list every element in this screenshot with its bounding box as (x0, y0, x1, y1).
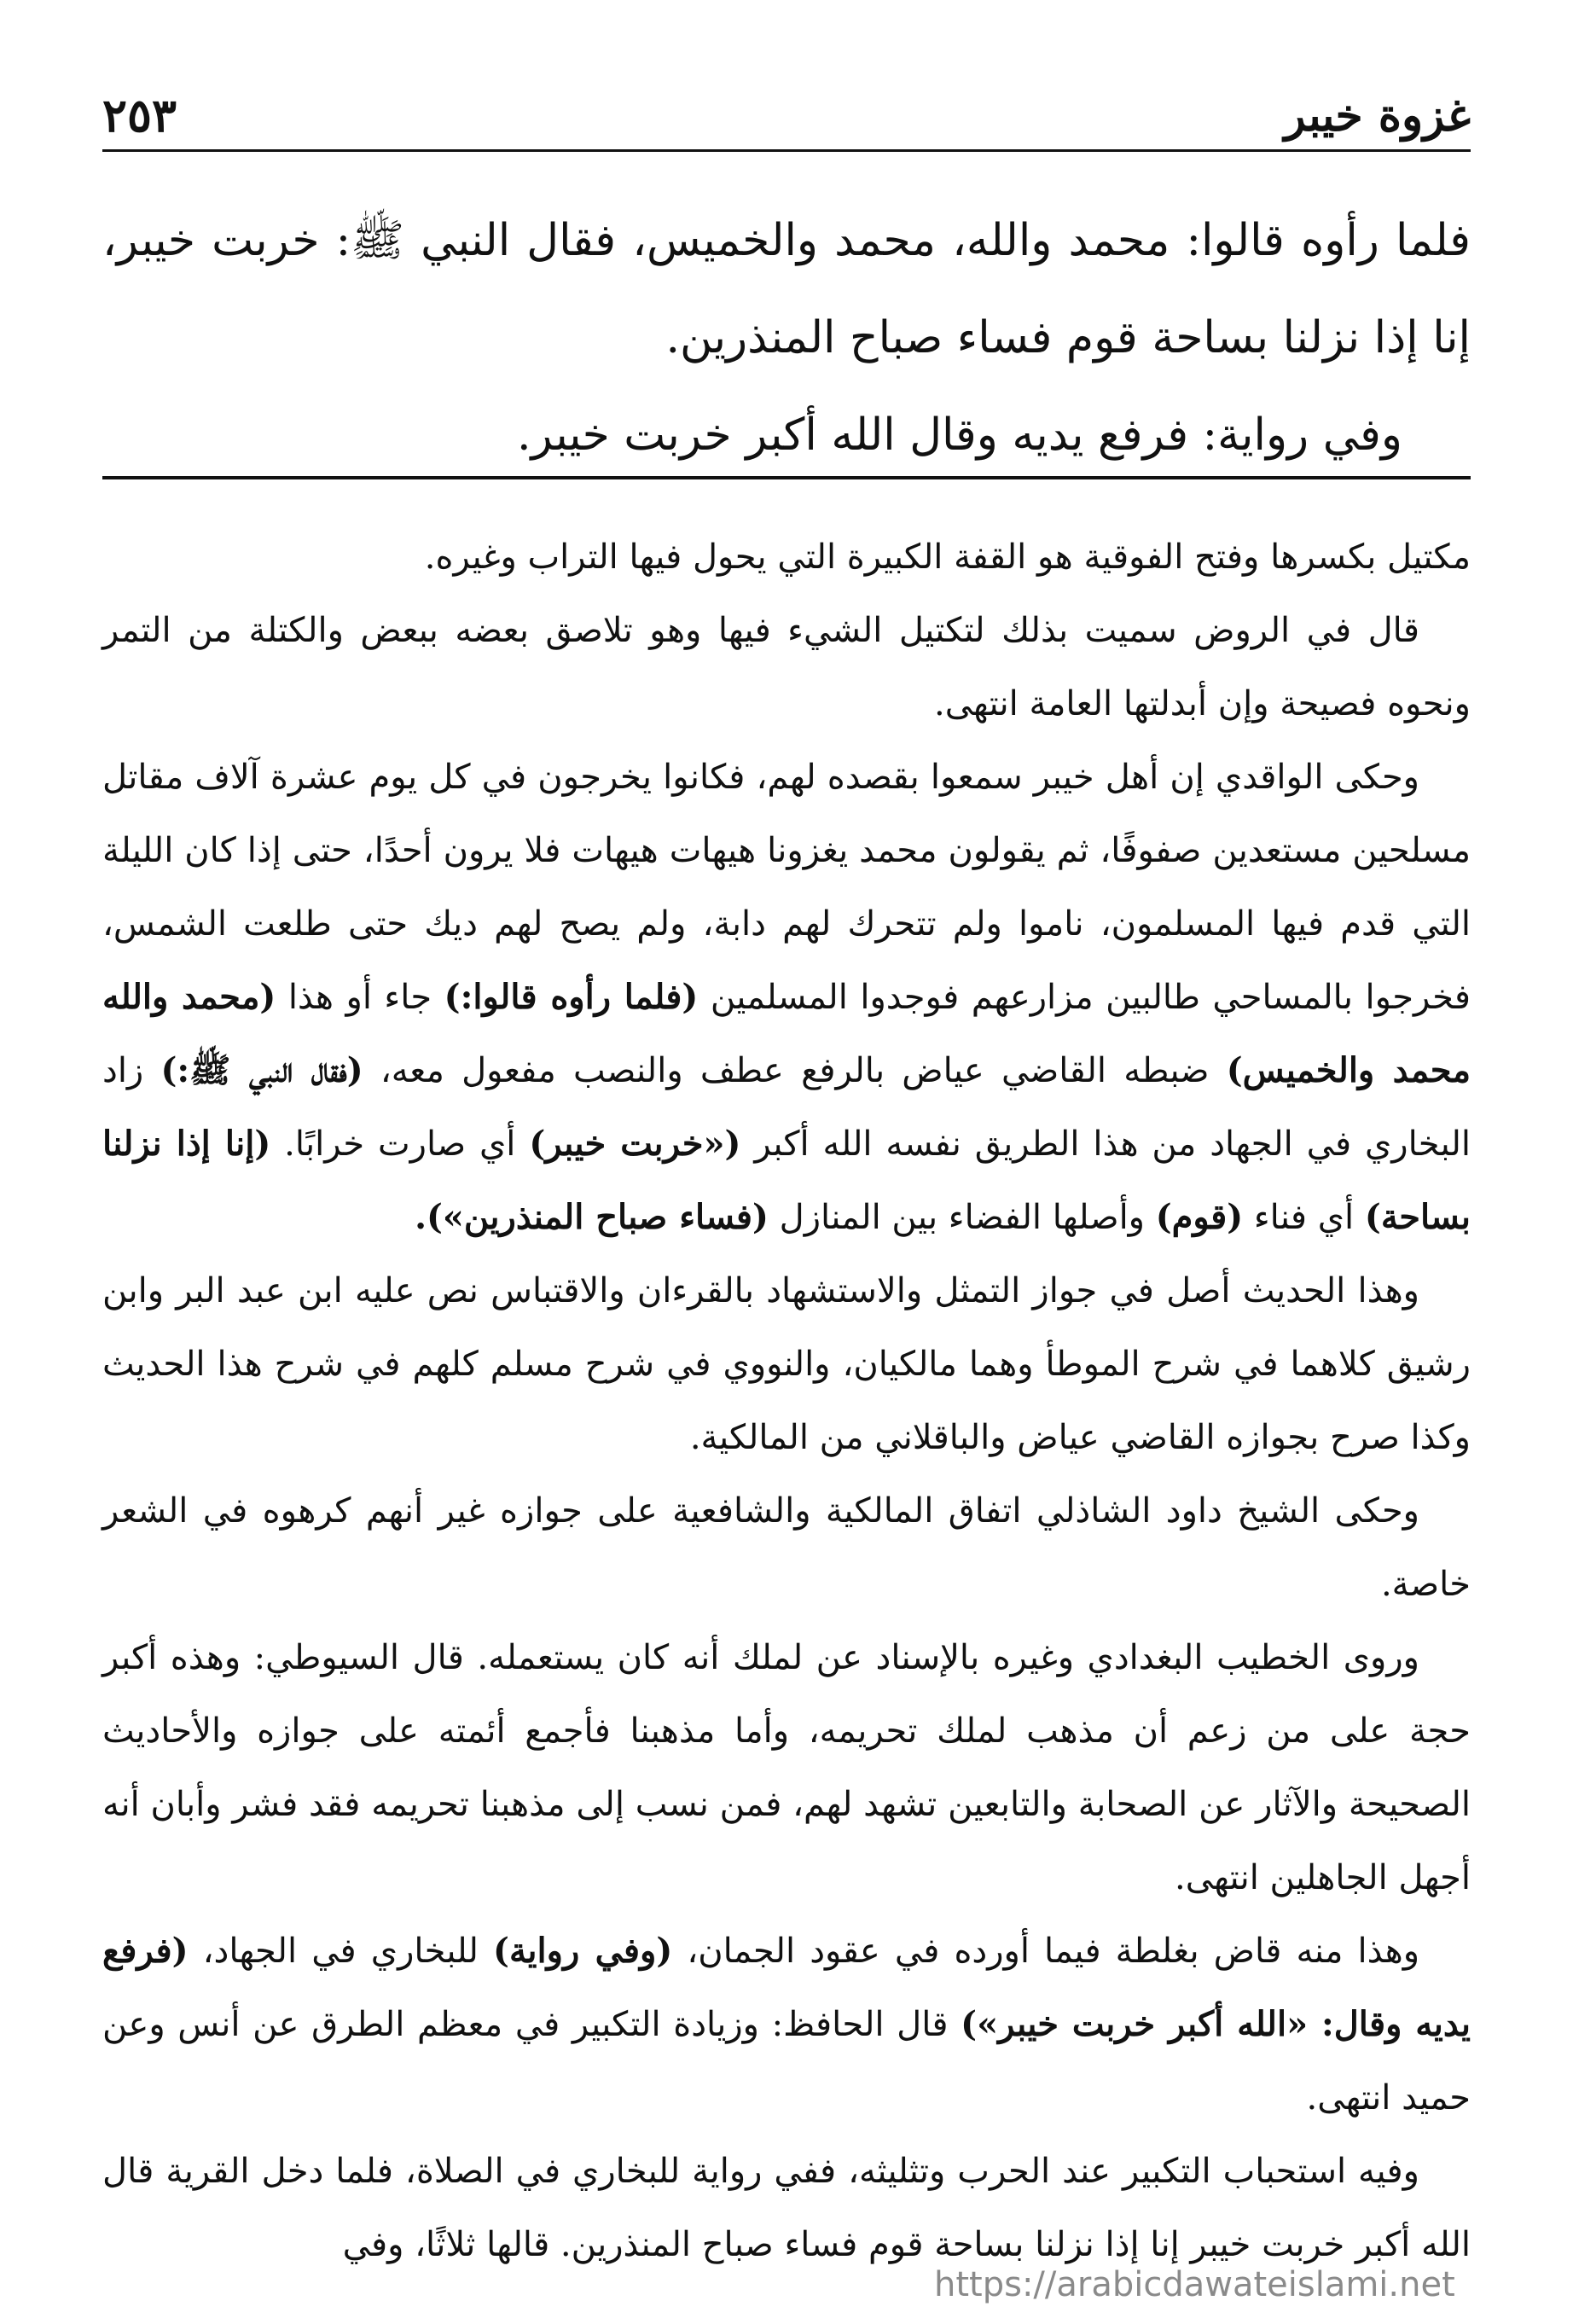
commentary-paragraph (102, 741, 1471, 1254)
quoted-hadith-phrase: (فساء صباح المنذرين»). (415, 1197, 769, 1237)
page-header (102, 81, 1471, 152)
commentary-text-run: وحكى الواقدي إن أهل خيبر سمعوا بقصده لهم، فكانوا يخرجون في كل يوم عشرة آلاف مقاتل مسلحين مستعدين صفوفًا، ثم يقولون محمد يغزونا هيهات هيهات فلا يرون أحدًا، حتى إذا كان الليلة التي قدم فيها المسلمون، ناموا ولم تتحرك لهم دابة، ولم يصح لهم ديك حتى طلعت الشمس، فخرجوا بالمساحي طالبين مزارعهم فوجدوا المسلمين (102, 758, 1471, 1017)
commentary-text-run: جاء أو هذا (287, 978, 432, 1017)
quoted-hadith-phrase: (قوم) (1155, 1197, 1244, 1237)
running-title: غزوة خيبر (1284, 89, 1471, 142)
commentary-text-run: ضبطه القاضي عياض بالرفع عطف والنصب مفعول معه، (380, 1051, 1210, 1090)
hadith-text (102, 192, 1471, 484)
quoted-hadith-phrase: («خربت خيبر) (529, 1124, 741, 1164)
hadith-line: فلما رأوه قالوا: محمد والله، محمد والخميس، فقال النبي ﷺ: خربت خيبر، إنا إذا نزلنا بساحة قوم فساء صباح المنذرين. (102, 215, 1471, 363)
quoted-hadith-phrase: (إنا إذا نزلنا بساحة) (102, 1124, 1471, 1237)
quoted-hadith-phrase: (فرفع يديه وقال: «الله أكبر خربت خيبر») (102, 1931, 1471, 2044)
commentary-text-run: أي صارت خرابًا. (284, 1124, 516, 1164)
commentary-text (102, 520, 1471, 2281)
commentary-paragraph: وحكى الشيخ داود الشاذلي اتفاق المالكية والشافعية على جوازه غير أنهم كرهوه في الشعر خاصة. (102, 1491, 1471, 1604)
quoted-hadith-phrase: (فقال النبي ﷺ:) (160, 1050, 363, 1090)
watermark-url: https://arabicdawateislami.net (934, 2265, 1455, 2304)
commentary-text-run: زاد البخاري في الجهاد من هذا الطريق نفسه الله أكبر (102, 1051, 1471, 1164)
page-number: ٢٥٣ (102, 88, 177, 142)
commentary-paragraph: قال في الروض سميت بذلك لتكتيل الشيء فيها وهو تلاصق بعضه ببعض والكتلة من التمر ونحوه فصيحة وإن أبدلتها العامة انتهى. (102, 611, 1471, 723)
commentary-paragraph: مكتيل بكسرها وفتح الفوقية هو القفة الكبيرة التي يحول فيها التراب وغيره. (424, 537, 1471, 577)
commentary-text-run: قال الحافظ: وزيادة التكبير في معظم الطرق عن أنس وعن حميد انتهى. (102, 2005, 1471, 2118)
quoted-hadith-phrase: (فلما رأوه قالوا:) (444, 977, 699, 1017)
quoted-hadith-phrase: (محمد والله محمد والخميس) (102, 977, 1471, 1090)
commentary-text-run: وهذا منه قاض بغلطة فيما أورده في عقود الجمان، (687, 1932, 1420, 1971)
commentary-text-run: أي فناء (1253, 1198, 1355, 1237)
commentary-text-run: وأصلها الفضاء بين المنازل (779, 1198, 1145, 1237)
commentary-text-run: للبخاري في الجهاد، (202, 1932, 479, 1971)
commentary-paragraph: وفيه استحباب التكبير عند الحرب وتثليثه، ففي رواية للبخاري في الصلاة، فلما دخل القرية قال الله أكبر خربت خيبر إنا إذا نزلنا بساحة قوم فساء صباح المنذرين. قالها ثلاثًا، وفي (102, 2152, 1471, 2264)
section-divider (102, 476, 1471, 479)
commentary-paragraph (102, 1914, 1471, 2135)
hadith-line: وفي رواية: فرفع يديه وقال الله أكبر خربت خيبر. (517, 410, 1402, 461)
commentary-paragraph: وروى الخطيب البغدادي وغيره بالإسناد عن لملك أنه كان يستعمله. قال السيوطي: وهذه أكبر حجة على من زعم أن مذهب لملك تحريمه، وأما مذهبنا فأجمع أئمته على جوازه والأحاديث الصحيحة والآثار عن الصحابة والتابعين تشهد لهم، فمن نسب إلى مذهبنا تحريمه فقد فشر وأبان أنه أجهل الجاهلين انتهى. (102, 1638, 1471, 1897)
commentary-paragraph: وهذا الحديث أصل في جواز التمثل والاستشهاد بالقرءان والاقتباس نص عليه ابن عبد البر وابن رشيق كلاهما في شرح الموطأ وهما مالكيان، والنووي في شرح مسلم كلهم في شرح هذا الحديث وكذا صرح بجوازه القاضي عياض والباقلاني من المالكية. (102, 1271, 1471, 1457)
quoted-hadith-phrase: (وفي رواية) (493, 1931, 673, 1971)
